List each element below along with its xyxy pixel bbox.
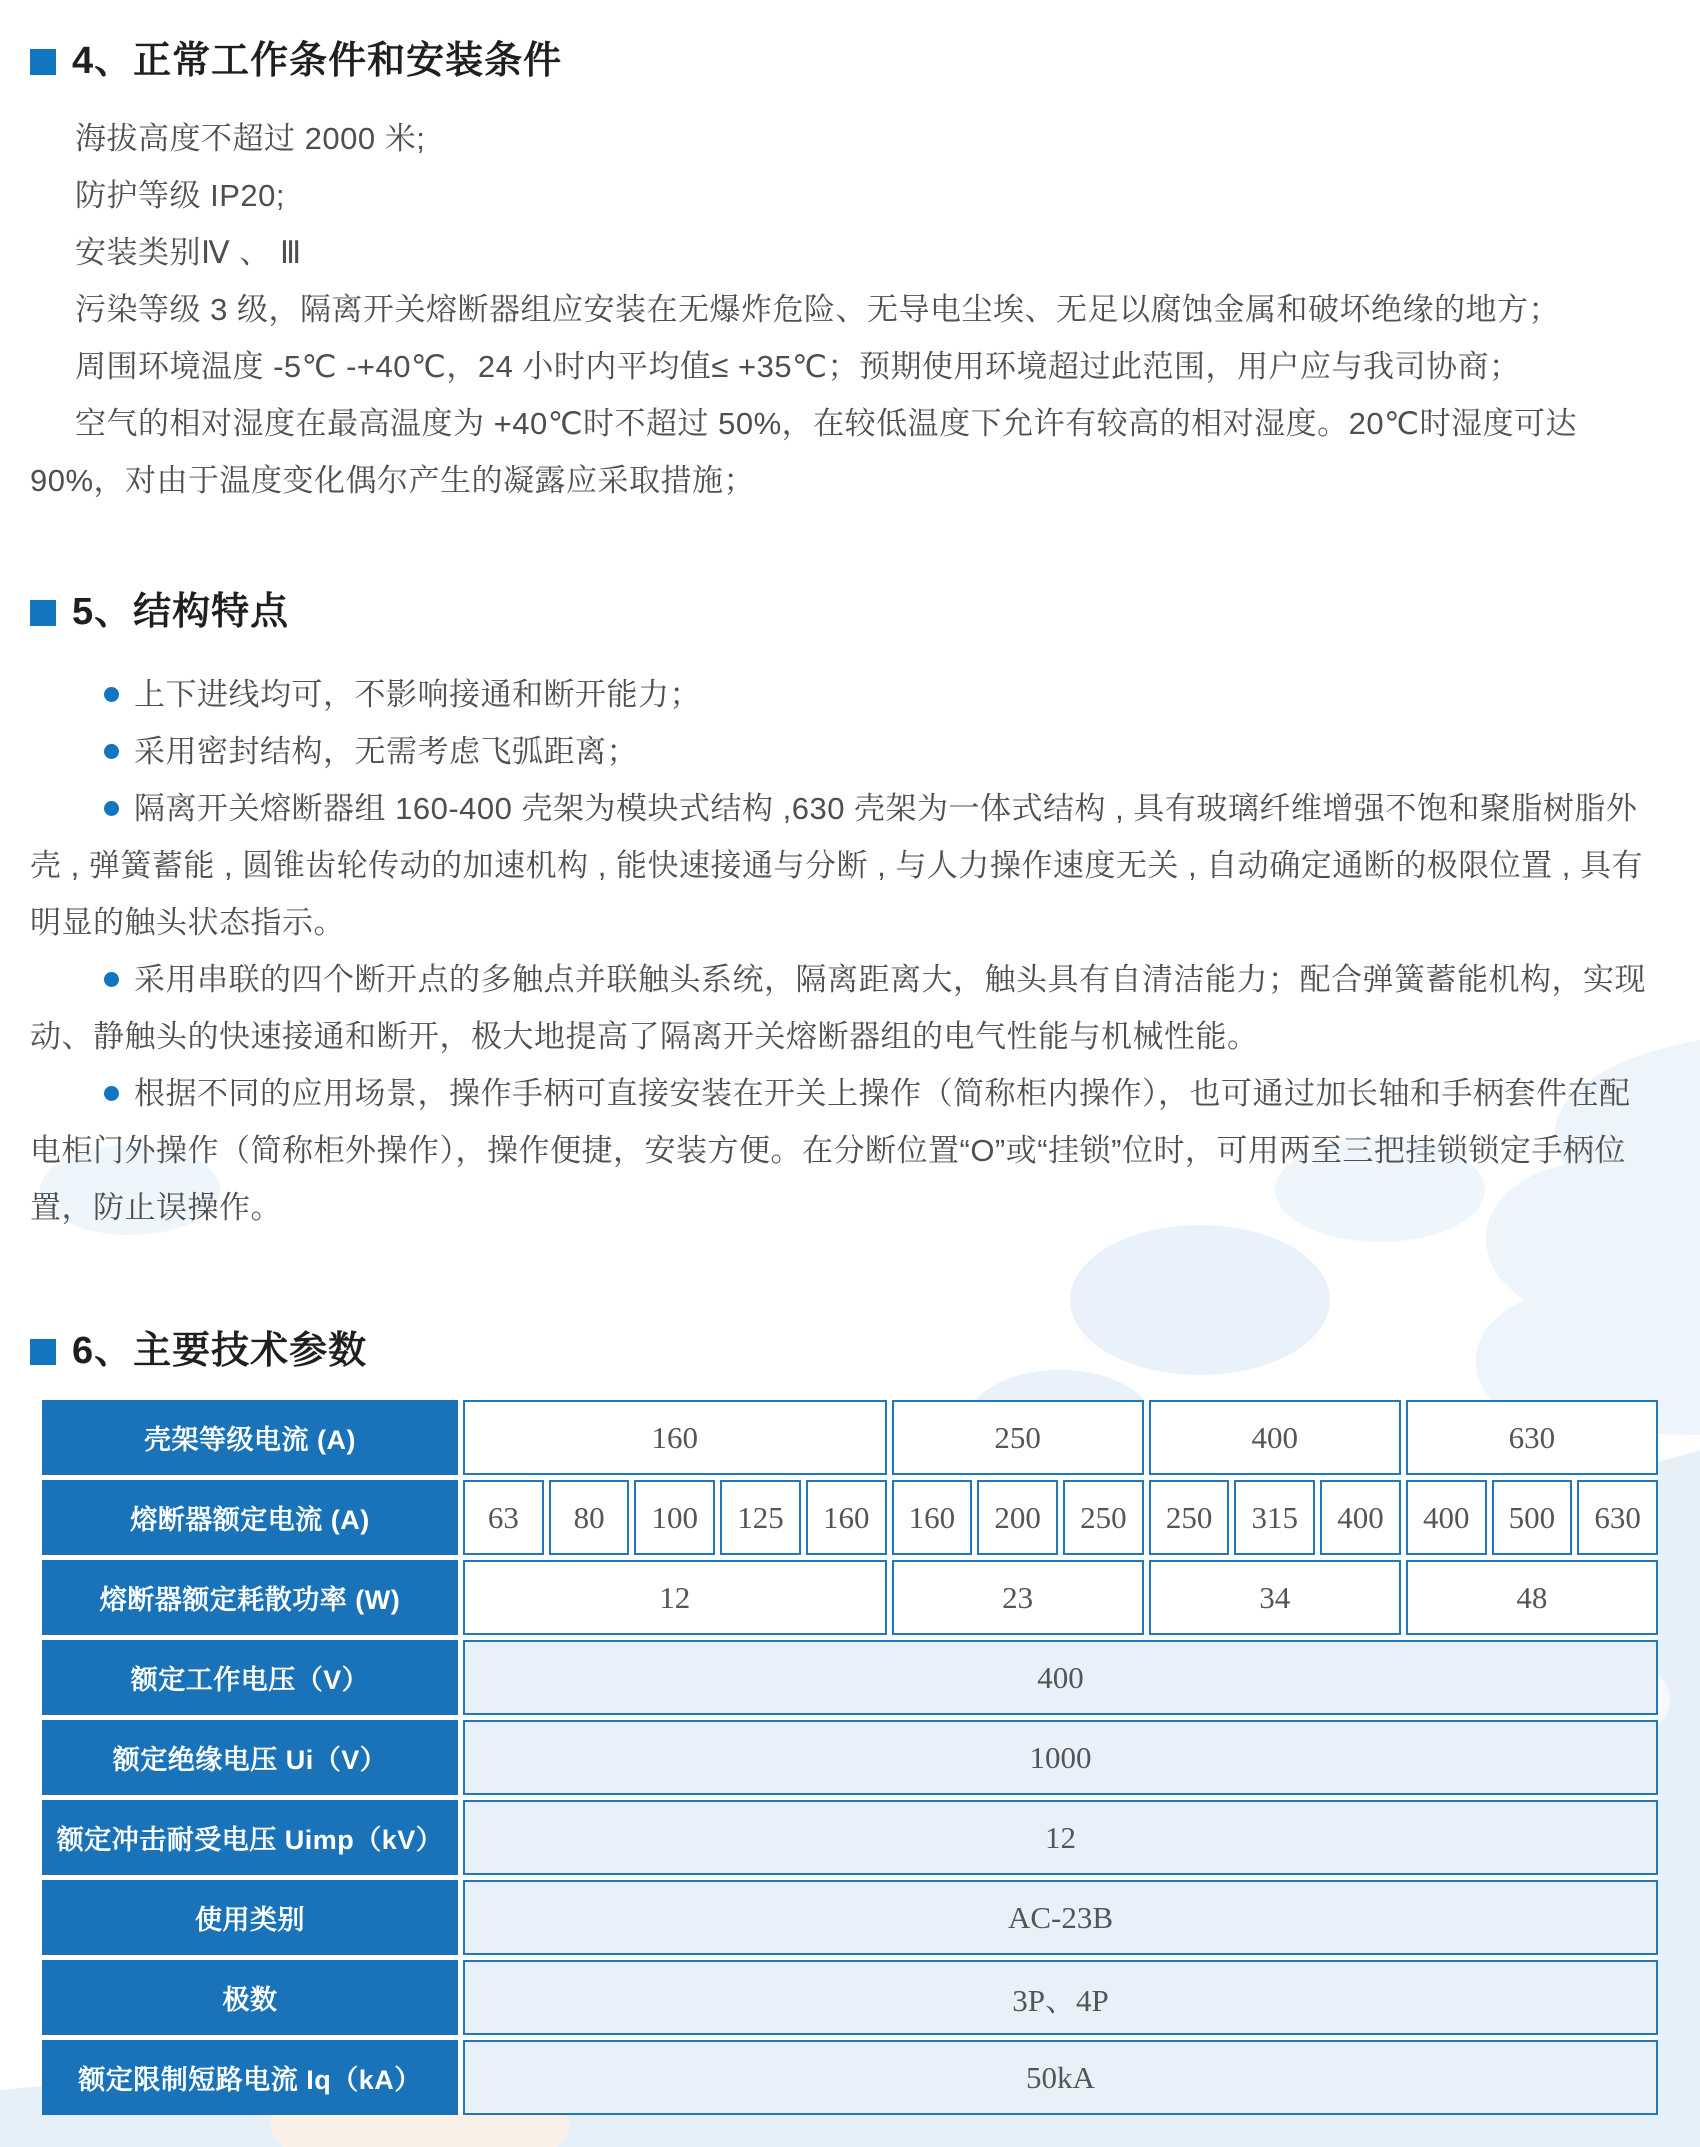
param-value-cell: 400 [1320, 1480, 1401, 1555]
param-value-cell: 1000 [463, 1720, 1658, 1795]
structure-bullet [30, 780, 1658, 951]
condition-paragraph: 周围环境温度 -5℃ -+40℃，24 小时内平均值≤ +35℃；预期使用环境超过此范围，用户应与我司协商； [75, 348, 1521, 384]
param-row-label: 壳架等级电流 (A) [42, 1400, 458, 1475]
param-value-cell: 12 [463, 1800, 1658, 1875]
structure-bullet-text: 上下进线均可，不影响接通和断开能力； [134, 677, 701, 713]
condition-paragraph: 污染等级 3 级，隔离开关熔断器组应安装在无爆炸危险、无导电尘埃、无足以腐蚀金属和破坏绝缘的地方； [75, 291, 1560, 327]
param-value-cell: 50kA [463, 2040, 1658, 2115]
param-value-cell: 23 [892, 1560, 1144, 1635]
param-row-label: 极数 [42, 1960, 458, 2035]
section-4-heading [30, 40, 1658, 84]
param-value-cell: 630 [1406, 1400, 1658, 1475]
structure-bullet [30, 666, 1658, 723]
param-value-cell: 250 [892, 1400, 1144, 1475]
param-value-cell: 200 [977, 1480, 1058, 1555]
structure-bullet [30, 951, 1658, 1065]
param-row-label: 熔断器额定耗散功率 (W) [42, 1560, 458, 1635]
condition-paragraph: 海拔高度不超过 2000 米; [75, 120, 426, 156]
param-value-cell: 63 [463, 1480, 544, 1555]
section-4-title: 4、正常工作条件和安装条件 [72, 40, 563, 82]
param-value-cell: AC-23B [463, 1880, 1658, 1955]
param-value-cell: 160 [806, 1480, 887, 1555]
condition-paragraph: 空气的相对湿度在最高温度为 +40℃时不超过 50%，在较低温度下允许有较高的相对湿度。20℃时湿度可达 90%，对由于温度变化偶尔产生的凝露应采取措施； [30, 405, 1577, 498]
bullet-dot-icon [104, 801, 119, 816]
section-5-heading [30, 591, 1658, 635]
param-value-cell: 48 [1406, 1560, 1658, 1635]
bullet-dot-icon [104, 744, 119, 759]
param-value-cell: 34 [1149, 1560, 1401, 1635]
structure-bullet-text: 采用密封结构，无需考虑飞弧距离； [134, 734, 638, 770]
param-value-cell: 160 [892, 1480, 973, 1555]
bullet-dot-icon [104, 687, 119, 702]
section-working-conditions [30, 40, 1658, 509]
param-value-cell: 400 [1149, 1400, 1401, 1475]
param-value-cell: 3P、4P [463, 1960, 1658, 2035]
section-6-heading [30, 1330, 1658, 1374]
param-value-cell: 80 [549, 1480, 630, 1555]
param-value-cell: 250 [1063, 1480, 1144, 1555]
section-marker-square-icon [30, 49, 56, 75]
param-value-cell: 630 [1577, 1480, 1658, 1555]
technical-parameters-table [42, 1400, 1658, 2115]
param-value-cell: 400 [1406, 1480, 1487, 1555]
param-value-cell: 315 [1234, 1480, 1315, 1555]
param-row-label: 额定绝缘电压 Ui（V） [42, 1720, 458, 1795]
condition-paragraph: 防护等级 IP20; [75, 177, 285, 213]
structure-bullet-text: 隔离开关熔断器组 160-400 壳架为模块式结构 ,630 壳架为一体式结构 , 具有玻璃纤维增强不饱和聚脂树脂外壳 , 弹簧蓄能 , 圆锥齿轮传动的加速机构 , 能快速接通与分断 , 与人力操作速度无关 , 自动确定通断的极限位置 , 具有明显的触头状态指示。 [30, 791, 1644, 941]
structure-bullet [30, 1065, 1658, 1236]
param-value-cell: 125 [720, 1480, 801, 1555]
section-marker-square-icon [30, 1339, 56, 1365]
condition-paragraph: 安装类别Ⅳ 、 Ⅲ [75, 234, 302, 270]
param-value-cell: 160 [463, 1400, 887, 1475]
param-value-cell: 12 [463, 1560, 887, 1635]
page-content [0, 40, 1700, 2115]
param-row-label: 使用类别 [42, 1880, 458, 1955]
bullet-dot-icon [104, 972, 119, 987]
section-marker-square-icon [30, 600, 56, 626]
structure-bullet-text: 根据不同的应用场景，操作手柄可直接安装在开关上操作（简称柜内操作），也可通过加长轴和手柄套件在配电柜门外操作（简称柜外操作），操作便捷，安装方便。在分断位置“O”或“挂锁”位时，可用两至三把挂锁锁定手柄位置，防止误操作。 [30, 1076, 1631, 1226]
param-value-cell: 400 [463, 1640, 1658, 1715]
param-row-label: 额定限制短路电流 Iq（kA） [42, 2040, 458, 2115]
param-value-cell: 100 [634, 1480, 715, 1555]
section-technical-parameters [30, 1330, 1658, 2115]
section-5-title: 5、结构特点 [72, 590, 290, 633]
param-row-label: 额定冲击耐受电压 Uimp（kV） [42, 1800, 458, 1875]
structure-bullet-list [30, 666, 1658, 1236]
param-value-cell: 250 [1149, 1480, 1230, 1555]
section-structure-features [30, 591, 1658, 1237]
structure-bullet-text: 采用串联的四个断开点的多触点并联触头系统，隔离距离大，触头具有自清洁能力；配合弹簧蓄能机构，实现动、静触头的快速接通和断开，极大地提高了隔离开关熔断器组的电气性能与机械性能。 [30, 962, 1646, 1055]
param-value-cell: 500 [1492, 1480, 1573, 1555]
section-6-title: 6、主要技术参数 [72, 1330, 368, 1373]
structure-bullet [30, 723, 1658, 780]
bullet-dot-icon [104, 1086, 119, 1101]
conditions-paragraphs [30, 110, 1658, 509]
param-row-label: 额定工作电压（V） [42, 1640, 458, 1715]
param-row-label: 熔断器额定电流 (A) [42, 1480, 458, 1555]
